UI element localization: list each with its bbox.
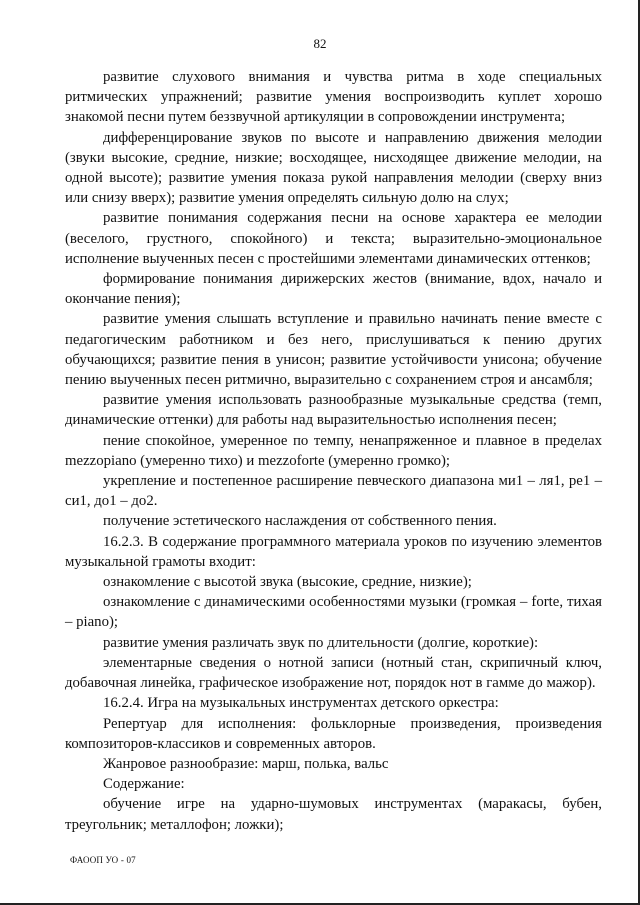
page-number: 82 [313,36,327,51]
paragraph: развитие умения слышать вступление и правильно начинать пение вместе с педагогическим работником и без него, прислушиваться к пению других обучающихся; развитие пения в унисон; развитие устойчивости унисона; обучение пению выученных песен ритмично, выразительно с сохранением строя и ансамбля; [65,311,602,389]
paragraph: развитие умения использовать разнообразные музыкальные средства (темп, динамические оттенки) для работы над выразительностью исполнения песен; [65,392,602,429]
paragraph: получение эстетического наслаждения от собственного пения. [103,513,497,530]
paragraph: ознакомление с высотой звука (высокие, средние, низкие); [103,574,472,591]
section-heading-16-2-4: 16.2.4. Игра на музыкальных инструментах детского оркестра: [103,695,499,712]
paragraph: обучение игре на ударно-шумовых инструментах (маракасы, бубен, треугольник; металлофон; ложки); [65,796,602,833]
paragraph: Содержание: [103,776,185,793]
paragraph: формирование понимания дирижерских жестов (внимание, вдох, начало и окончание пения); [65,271,602,308]
paragraph: укрепление и постепенное расширение певческого диапазона ми1 – ля1, ре1 – си1, до1 – до2. [65,473,602,510]
document-body [65,67,602,835]
paragraph: элементарные сведения о нотной записи (нотный стан, скрипичный ключ, добавочная линейка, графическое изображение нот, порядок нот в гамме до мажор). [65,654,602,692]
footer-code: ФАООП УО - 07 [70,855,136,865]
section-heading-16-2-3: 16.2.3. В содержание программного материала уроков по изучению элементов музыкальной грамоты входит: [65,533,602,570]
paragraph: развитие умения различать звук по длительности (долгие, короткие): [103,634,539,651]
paragraph: развитие понимания содержания песни на основе характера ее мелодии (веселого, грустного, спокойного) и текста; выразительно-эмоциональное исполнение выученных песен с простейшими элементами динамических оттенков; [65,210,602,267]
paragraph: Жанровое разнообразие: марш, полька, вальс [103,755,389,772]
paragraph: дифференцирование звуков по высоте и направлению движения мелодии (звуки высокие, средние, низкие; восходящее, нисходящее движение мелодии, на одной высоте); развитие умения показа рукой направления мелодии (сверху вниз или снизу вверх); развитие умения определять сильную долю на слух; [65,129,602,207]
paragraph: пение спокойное, умеренное по темпу, ненапряженное и плавное в пределах mezzopiano (умеренно тихо) и mezzoforte (умеренно громко); [65,432,602,469]
paragraph: ознакомление с динамическими особенностями музыки (громкая – forte, тихая – piano); [65,594,602,631]
paragraph: развитие слухового внимания и чувства ритма в ходе специальных ритмических упражнений; развитие умения воспроизводить куплет хорошо знакомой песни путем беззвучной артикуляции в сопровождении инструмента; [65,69,602,126]
paragraph: Репертуар для исполнения: фольклорные произведения, произведения композиторов-классиков и современных авторов. [65,715,602,752]
